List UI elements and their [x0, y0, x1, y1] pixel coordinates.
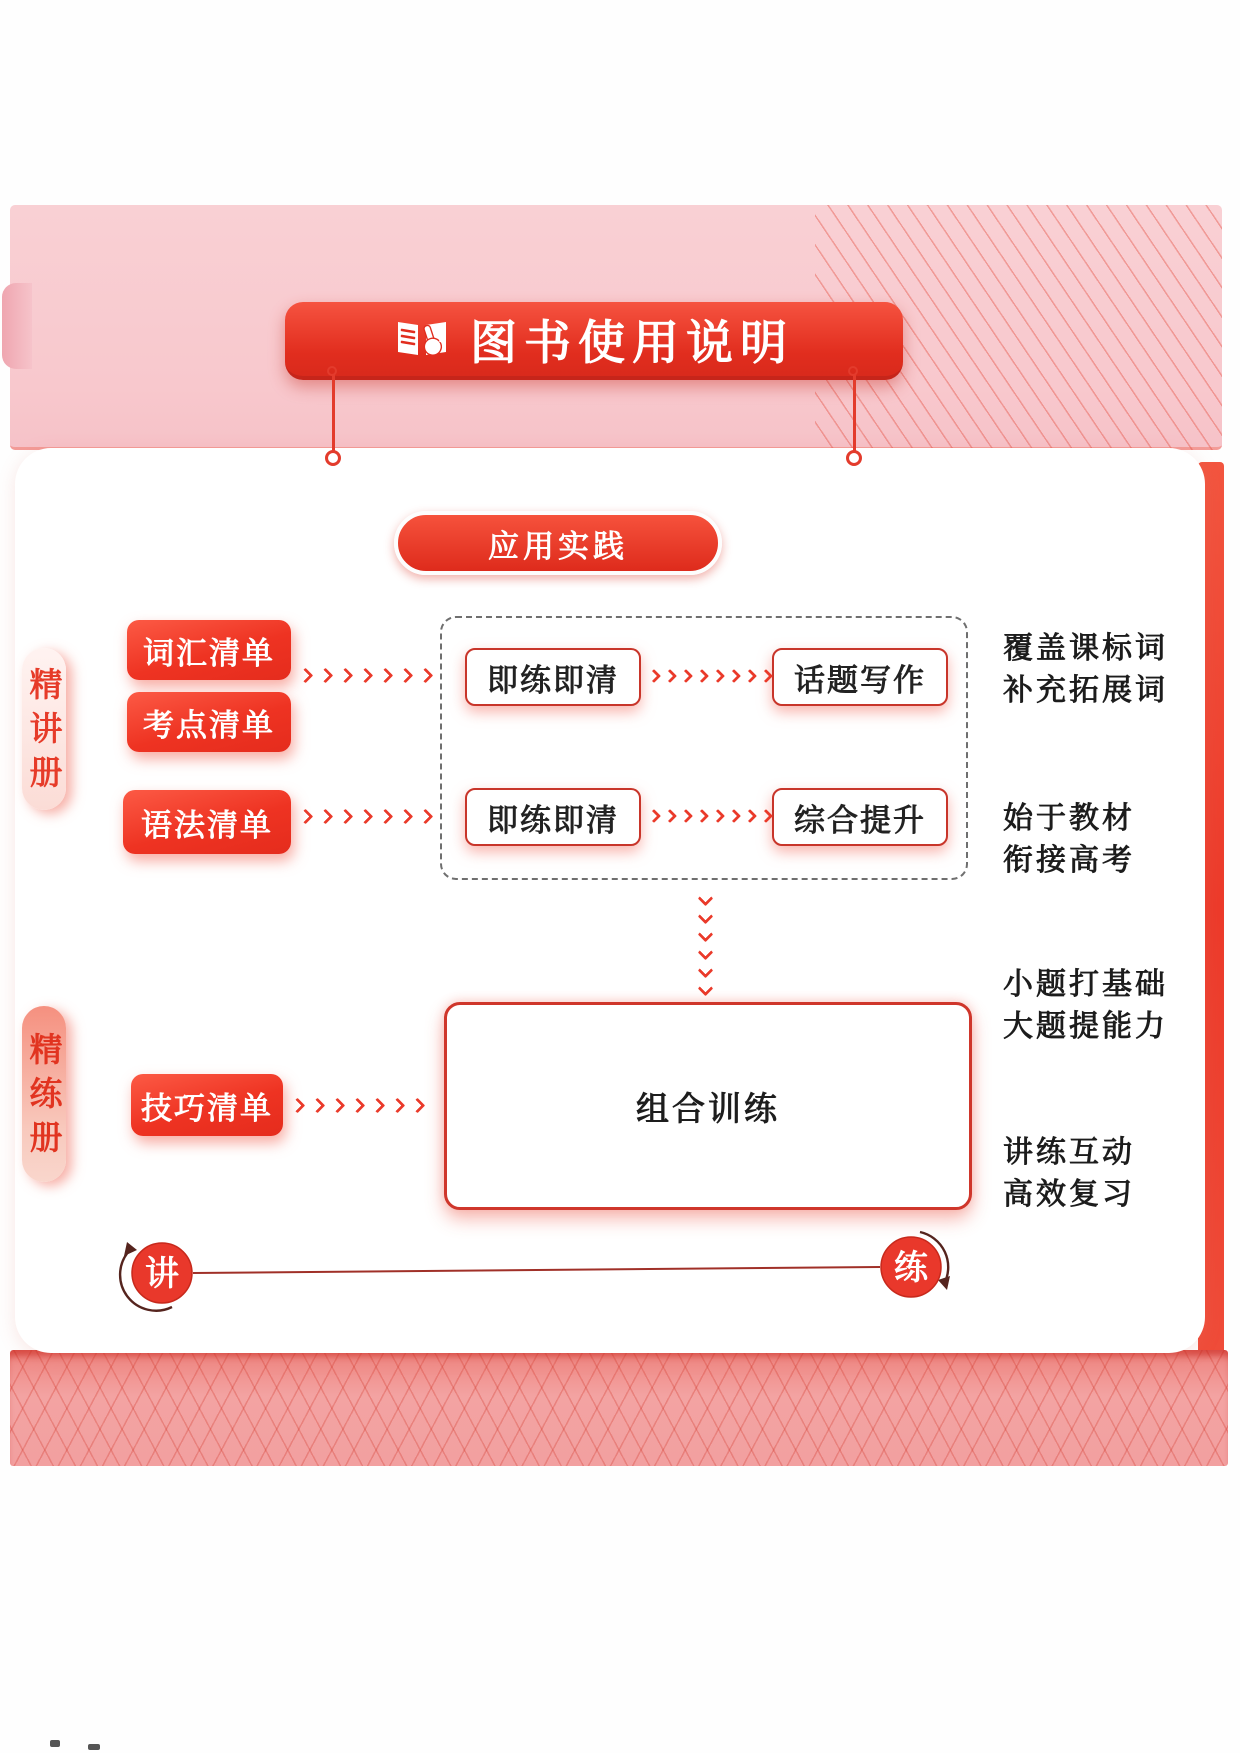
note-row2	[1003, 798, 1135, 882]
note-line: 大题提能力	[1003, 1010, 1168, 1043]
jiang-lian-cycle	[0, 1222, 1240, 1342]
box-vocab-list	[127, 620, 291, 680]
note-row3	[1003, 964, 1168, 1048]
pin-stem-right	[853, 374, 856, 452]
box-combo-training	[444, 1002, 972, 1210]
box-label: 综合提升	[794, 802, 926, 838]
side-tab-jingjiangce	[22, 648, 66, 810]
box-label: 考点清单	[143, 707, 275, 743]
box-practice-clear-row1	[465, 648, 641, 706]
box-label: 语法清单	[141, 807, 273, 843]
arrow-chain-right-icon	[292, 1100, 423, 1111]
tab-label: 应用实践	[488, 528, 628, 564]
content-card	[15, 448, 1205, 1353]
note-line: 讲练互动	[1003, 1136, 1135, 1169]
box-exam-points-list	[127, 692, 291, 752]
arrow-chain-right-icon	[649, 811, 771, 821]
box-topic-writing	[772, 648, 948, 706]
tab-application-practice	[394, 511, 722, 575]
circle-label-lian: 练	[894, 1249, 928, 1287]
box-label: 话题写作	[794, 662, 926, 698]
pin-ring-left	[325, 450, 341, 466]
box-label: 即练即清	[487, 662, 619, 698]
box-label: 词汇清单	[143, 635, 275, 671]
side-tab-jingliance	[22, 1006, 66, 1182]
box-label: 组合训练	[636, 1089, 780, 1127]
box-label: 技巧清单	[141, 1090, 273, 1126]
box-practice-clear-row2	[465, 788, 641, 846]
note-line: 覆盖课标词	[1003, 632, 1168, 665]
scan-artifact-mark	[50, 1740, 60, 1747]
box-comprehensive-improve	[772, 788, 948, 846]
open-book-hand-icon	[394, 315, 450, 363]
arrow-chain-down-icon	[700, 893, 711, 994]
pin-ring-right	[846, 450, 862, 466]
box-label: 即练即清	[487, 802, 619, 838]
note-row4	[1003, 1132, 1135, 1216]
box-skills-list	[131, 1074, 283, 1136]
page-title-banner	[285, 302, 903, 380]
note-line: 补充拓展词	[1003, 674, 1168, 707]
bottom-wave-band	[10, 1350, 1228, 1466]
pin-stem-left	[332, 374, 335, 452]
arrow-chain-right-icon	[300, 670, 431, 681]
arrow-chain-right-icon	[300, 811, 431, 822]
left-edge-tab-bump	[2, 283, 32, 369]
note-row1	[1003, 628, 1168, 712]
arrow-chain-right-icon	[649, 671, 771, 681]
note-line: 高效复习	[1003, 1178, 1135, 1211]
side-tab-label: 精讲册	[25, 667, 63, 799]
note-line: 始于教材	[1003, 802, 1135, 835]
page-title: 图书使用说明	[470, 315, 794, 369]
note-line: 小题打基础	[1003, 968, 1168, 1001]
side-tab-label: 精练册	[25, 1032, 63, 1164]
box-grammar-list	[123, 790, 291, 854]
circle-label-jiang: 讲	[145, 1255, 179, 1293]
note-line: 衔接高考	[1003, 844, 1135, 877]
scan-artifact-mark	[88, 1744, 100, 1750]
